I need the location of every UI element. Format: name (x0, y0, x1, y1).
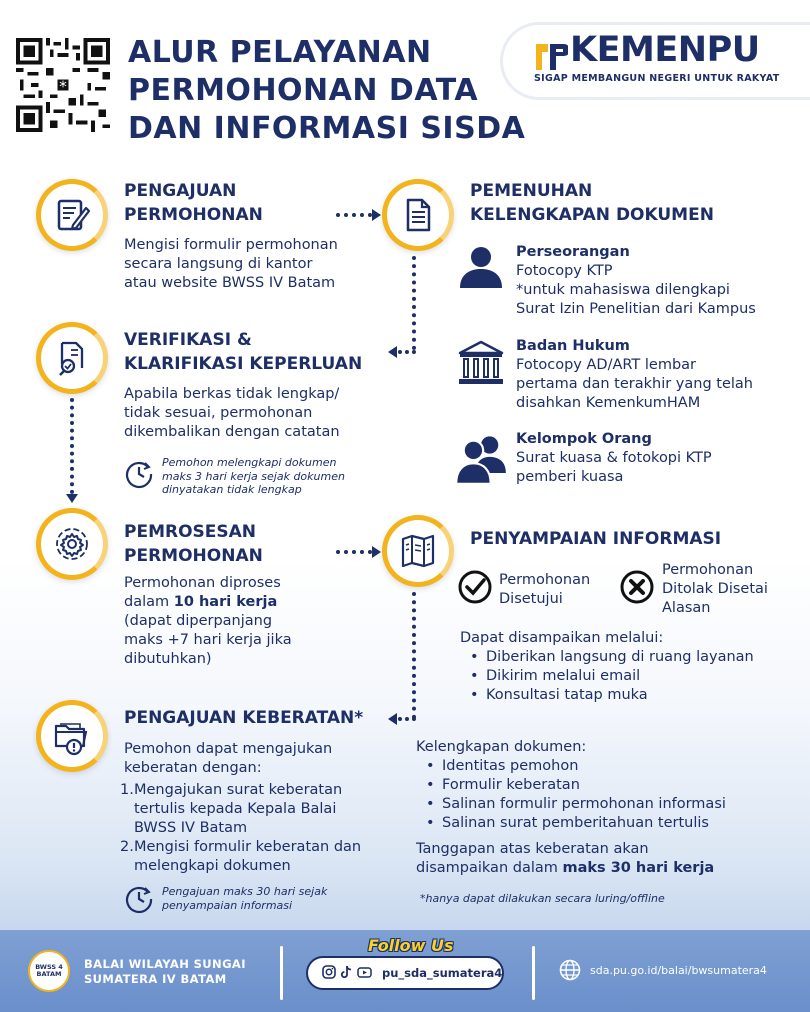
connector-dots (336, 213, 372, 217)
cross-circle-icon (620, 570, 654, 604)
divider (280, 946, 283, 1000)
step6-options (120, 781, 361, 876)
social-handle[interactable]: pu_sda_sumatera4 (382, 966, 503, 980)
step1-description: Mengisi formulir permohonan secara langsung di kantor atau website BWSS IV Batam (124, 237, 338, 291)
youtube-icon[interactable] (357, 964, 372, 983)
list-item: • Dikirim melalui email (460, 667, 754, 686)
step4-description: Permohonan diproses dalam 10 hari kerja (dapat diperpanjang maks +7 hari kerja jika dibutuhkan) (124, 575, 292, 667)
logo-tagline: SIGAP MEMBANGUN NEGERI UNTUK RAKYAT (534, 73, 780, 84)
clock-icon (124, 459, 154, 489)
rejected-label: Permohonan Ditolak Disetai Alasan (662, 562, 768, 616)
person-icon (456, 242, 506, 292)
arrow-left-icon (388, 346, 397, 358)
list-item: • Diberikan langsung di ruang layanan (460, 648, 754, 667)
list-item: • Identitas pemohon (416, 757, 726, 776)
divider (532, 946, 535, 1000)
brochure-icon (382, 515, 454, 587)
step1-title: PENGAJUAN PERMOHONAN (124, 181, 263, 225)
approved-label: Permohonan Disetujui (499, 572, 591, 607)
list-item: 2. Mengisi formulir keberatan dan melengkapi dokumen (120, 839, 362, 874)
group-people-icon (454, 432, 504, 482)
form-edit-icon (36, 179, 108, 251)
connector-dots (70, 398, 74, 494)
folder-alert-icon (36, 700, 108, 772)
connector-dots (398, 350, 416, 354)
list-item: • Salinan formulir permohonan informasi (416, 795, 726, 814)
step5-title: PENYAMPAIAN INFORMASI (470, 529, 722, 549)
connector-dots (398, 717, 416, 721)
step4-title: PEMROSESAN PERMOHONAN (124, 522, 263, 566)
instagram-icon[interactable] (322, 964, 336, 983)
check-circle-icon (458, 570, 492, 604)
document-search-icon (36, 322, 108, 394)
step6-note: Pengajuan maks 30 hari sejak penyampaian informasi (162, 885, 328, 912)
step6-title: PENGAJUAN KEBERATAN* (124, 708, 364, 728)
connector-dots (412, 256, 416, 350)
document-icon (382, 179, 454, 251)
logo-wordmark: KEMENPU (570, 30, 760, 70)
arrow-right-icon (372, 209, 381, 221)
svg-text:*: * (59, 77, 67, 96)
connector-dots (412, 592, 416, 719)
institution-building-icon (456, 338, 506, 388)
globe-icon (558, 958, 582, 986)
step2-title: PEMENUHAN KELENGKAPAN DOKUMEN (470, 181, 714, 225)
kemenpu-logo-icon (534, 40, 568, 74)
response-time: Tanggapan atas keberatan akan disampaikan dalam maks 30 hari kerja (416, 841, 715, 876)
perseorangan-block: Perseorangan Fotocopy KTP *untuk mahasiswa dilengkapi Surat Izin Penelitian dari Kampus (516, 244, 756, 317)
step6-intro: Pemohon dapat mengajukan keberatan dengan: (124, 741, 333, 776)
badan-hukum-block: Badan Hukum Fotocopy AD/ART lembar pertama dan terakhir yang telah disahkan KemenkumHAM (516, 338, 753, 411)
step3-note: Pemohon melengkapi dokumen maks 3 hari kerja sejak dokumen dinyatakan tidak lengkap (162, 456, 345, 496)
arrow-right-icon (372, 546, 381, 558)
list-item: • Salinan surat pemberitahuan tertulis (416, 814, 726, 833)
delivery-channels: Dapat disampaikan melalui: • Diberikan langsung di ruang layanan • Dikirim melalui email • Konsultasi tatap muka (460, 629, 754, 705)
step3-title: VERIFIKASI & KLARIFIKASI KEPERLUAN (124, 330, 363, 374)
kelompok-block: Kelompok Orang Surat kuasa & fotokopi KTP pemberi kuasa (516, 431, 712, 485)
arrow-down-icon (66, 494, 78, 503)
list-item: • Konsultasi tatap muka (460, 686, 754, 705)
list-item: • Formulir keberatan (416, 776, 726, 795)
tiktok-icon[interactable] (340, 964, 353, 983)
bwss-logo-icon: BWSS 4 BATAM (28, 950, 70, 992)
arrow-left-icon (388, 713, 397, 725)
follow-us-label: Follow Us (368, 936, 454, 955)
step3-description: Apabila berkas tidak lengkap/ tidak sesuai, permohonan dikembalikan dengan catatan (124, 386, 340, 440)
gear-process-icon (36, 508, 108, 580)
list-item: 1. Mengajukan surat keberatan tertulis kepada Kepala Balai BWSS IV Batam (120, 782, 343, 836)
required-documents: Kelengkapan dokumen: • Identitas pemohon • Formulir keberatan • Salinan formulir permohonan informasi • Salinan surat pemberitahuan tertulis (416, 738, 726, 833)
page-title: ALUR PELAYANAN PERMOHONAN DATA DAN INFORMASI SISDA (128, 35, 526, 146)
qr-code[interactable] (16, 38, 110, 132)
connector-dots (336, 550, 372, 554)
website-link[interactable]: sda.pu.go.id/balai/bwsumatera4 (590, 964, 767, 977)
clock-icon (124, 884, 154, 914)
social-media-link[interactable] (306, 956, 504, 990)
org-name: BALAI WILAYAH SUNGAI SUMATERA IV BATAM (84, 957, 246, 986)
offline-footnote: *hanya dapat dilakukan secara luring/offline (420, 892, 665, 905)
